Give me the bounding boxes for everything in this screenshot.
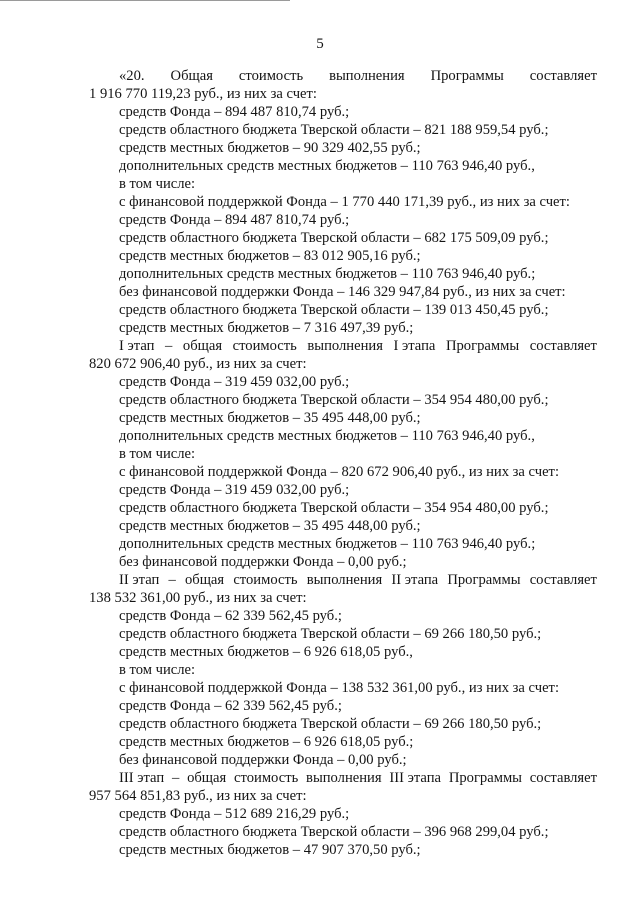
stage3-word: III этапа: [389, 770, 441, 786]
top-border-line: [0, 0, 290, 1]
stage2-without-support-line: без финансовой поддержки Фонда – 0,00 руб.;: [119, 752, 407, 768]
total-wo-local-line: средств местных бюджетов – 7 316 497,39 руб.;: [119, 320, 414, 336]
stage3-continuation: 957 564 851,83 руб., из них за счет:: [89, 788, 307, 804]
stage1-word: –: [165, 338, 173, 354]
stage1-word: выполнения: [307, 338, 383, 354]
stage2-word: составляет: [529, 572, 597, 588]
total-ws-fund-line: средств Фонда – 894 487 810,74 руб.;: [119, 212, 350, 228]
total-ws-additional-line: дополнительных средств местных бюджетов – 110 763 946,40 руб.;: [119, 266, 536, 282]
stage2-fund-line: средств Фонда – 62 339 562,45 руб.;: [119, 608, 342, 624]
stage1-word: Программы: [445, 338, 520, 354]
total-additional-line: дополнительных средств местных бюджетов – 110 763 946,40 руб.,: [119, 158, 535, 174]
stage1-ws-additional-line: дополнительных средств местных бюджетов – 110 763 946,40 руб.;: [119, 536, 536, 552]
total-wo-regional-line: средств областного бюджета Тверской области – 139 013 450,45 руб.;: [119, 302, 549, 318]
stage2-regional-line: средств областного бюджета Тверской области – 69 266 180,50 руб.;: [119, 626, 542, 642]
total-without-support-line: без финансовой поддержки Фонда – 146 329 947,84 руб., из них за счет:: [119, 284, 566, 300]
stage2-ws-fund-line: средств Фонда – 62 339 562,45 руб.;: [119, 698, 342, 714]
stage3-word: –: [171, 770, 180, 786]
p20-word: Программы: [430, 68, 504, 84]
stage1-word: общая: [182, 338, 223, 354]
stage1-word: стоимость: [232, 338, 297, 354]
stage3-word: составляет: [529, 770, 597, 786]
stage1-local-line: средств местных бюджетов – 35 495 448,00 руб.;: [119, 410, 421, 426]
total-fund-line: средств Фонда – 894 487 810,74 руб.;: [119, 104, 350, 120]
total-regional-line: средств областного бюджета Тверской области – 821 188 959,54 руб.;: [119, 122, 549, 138]
stage3-first-line: [119, 770, 597, 787]
total-ws-regional-line: средств областного бюджета Тверской области – 682 175 509,09 руб.;: [119, 230, 549, 246]
stage1-continuation: 820 672 906,40 руб., из них за счет:: [89, 356, 307, 372]
stage2-word: II этап: [119, 572, 160, 588]
stage3-regional-line: средств областного бюджета Тверской области – 396 968 299,04 руб.;: [119, 824, 549, 840]
stage3-local-line: средств местных бюджетов – 47 907 370,50 руб.;: [119, 842, 421, 858]
stage1-ws-fund-line: средств Фонда – 319 459 032,00 руб.;: [119, 482, 350, 498]
stage2-word: –: [168, 572, 176, 588]
stage2-including-line: в том числе:: [119, 662, 196, 678]
stage1-including-line: в том числе:: [119, 446, 196, 462]
total-including-line: в том числе:: [119, 176, 196, 192]
page-number: 5: [316, 36, 324, 52]
stage1-word: I этап: [119, 338, 155, 354]
stage2-word: II этапа: [391, 572, 439, 588]
total-ws-local-line: средств местных бюджетов – 83 012 905,16 руб.;: [119, 248, 421, 264]
stage3-word: Программы: [448, 770, 522, 786]
stage1-first-line: [119, 338, 597, 355]
stage2-word: Программы: [447, 572, 521, 588]
stage1-ws-regional-line: средств областного бюджета Тверской области – 354 954 480,00 руб.;: [119, 500, 549, 516]
p20-word: составляет: [529, 68, 597, 84]
p20-word: Общая: [170, 68, 213, 84]
total-with-support-line: с финансовой поддержкой Фонда – 1 770 440 171,39 руб., из них за счет:: [119, 194, 570, 210]
stage2-continuation: 138 532 361,00 руб., из них за счет:: [89, 590, 307, 606]
p20-continuation: 1 916 770 119,23 руб., из них за счет:: [89, 86, 317, 102]
total-local-line: средств местных бюджетов – 90 329 402,55 руб.;: [119, 140, 421, 156]
stage2-word: стоимость: [233, 572, 298, 588]
stage1-with-support-line: с финансовой поддержкой Фонда – 820 672 906,40 руб., из них за счет:: [119, 464, 559, 480]
p20-word: выполнения: [329, 68, 405, 84]
stage3-word: III этап: [119, 770, 165, 786]
stage3-fund-line: средств Фонда – 512 689 216,29 руб.;: [119, 806, 350, 822]
stage1-ws-local-line: средств местных бюджетов – 35 495 448,00 руб.;: [119, 518, 421, 534]
stage1-fund-line: средств Фонда – 319 459 032,00 руб.;: [119, 374, 350, 390]
p20-word: стоимость: [238, 68, 304, 84]
stage3-word: стоимость: [234, 770, 299, 786]
stage3-word: общая: [187, 770, 227, 786]
stage2-first-line: [119, 572, 597, 589]
stage1-additional-line: дополнительных средств местных бюджетов – 110 763 946,40 руб.,: [119, 428, 535, 444]
p20-word: «20.: [119, 68, 145, 84]
p20-first-line: [119, 68, 597, 85]
stage2-ws-local-line: средств местных бюджетов – 6 926 618,05 руб.;: [119, 734, 414, 750]
stage2-ws-regional-line: средств областного бюджета Тверской области – 69 266 180,50 руб.;: [119, 716, 542, 732]
stage2-local-line: средств местных бюджетов – 6 926 618,05 руб.,: [119, 644, 413, 660]
stage2-with-support-line: с финансовой поддержкой Фонда – 138 532 361,00 руб., из них за счет:: [119, 680, 559, 696]
stage1-word: I этапа: [393, 338, 436, 354]
stage2-word: общая: [184, 572, 225, 588]
stage2-word: выполнения: [306, 572, 383, 588]
stage1-word: составляет: [529, 338, 597, 354]
stage1-regional-line: средств областного бюджета Тверской области – 354 954 480,00 руб.;: [119, 392, 549, 408]
stage1-without-support-line: без финансовой поддержки Фонда – 0,00 руб.;: [119, 554, 407, 570]
stage3-word: выполнения: [306, 770, 382, 786]
